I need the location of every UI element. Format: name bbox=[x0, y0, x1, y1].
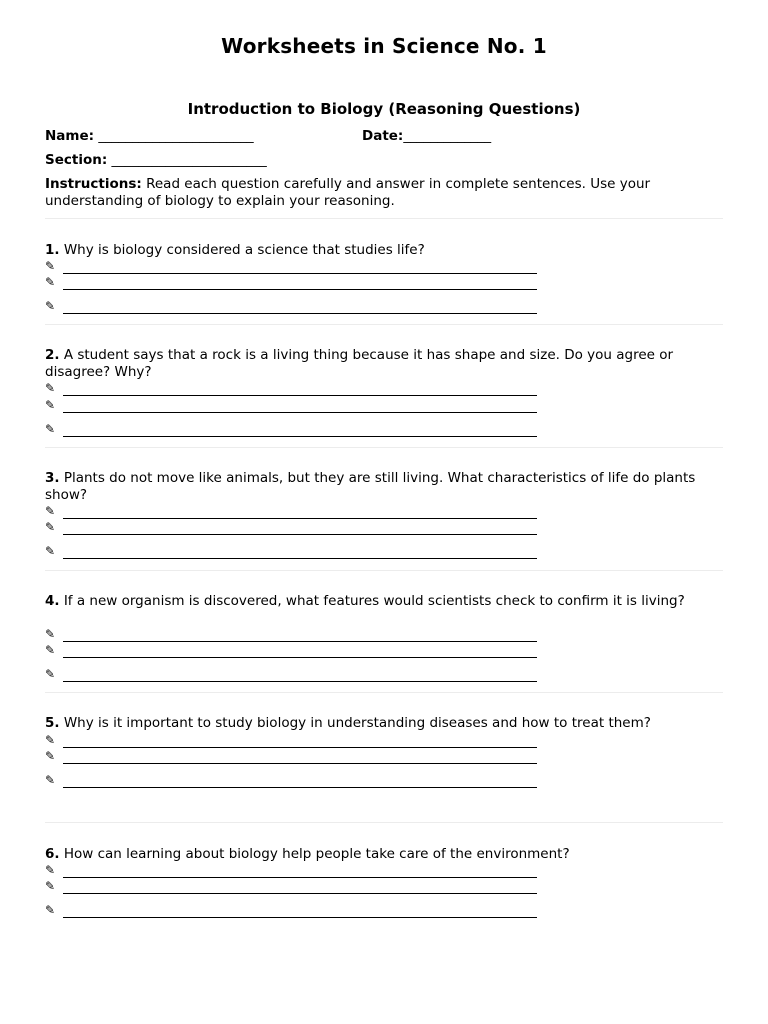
question-number: 5. bbox=[45, 715, 60, 731]
date-blank[interactable]: _____________ bbox=[403, 128, 492, 144]
answer-line[interactable] bbox=[45, 381, 545, 397]
question-number: 6. bbox=[45, 846, 60, 862]
section-blank[interactable]: _______________________ bbox=[111, 152, 267, 168]
name-field[interactable] bbox=[45, 128, 254, 144]
answer-line[interactable] bbox=[45, 903, 545, 919]
pencil-icon: ✎ bbox=[45, 903, 56, 917]
question-text: How can learning about biology help people take care of the environment? bbox=[63, 846, 570, 862]
answer-line[interactable] bbox=[45, 643, 545, 659]
question-text: A student says that a rock is a living thing because it has shape and size. Do you agree or disagree? Why? bbox=[45, 347, 674, 380]
answer-line[interactable] bbox=[45, 398, 545, 414]
pencil-icon: ✎ bbox=[45, 773, 56, 787]
question-text: Why is biology considered a science that studies life? bbox=[63, 242, 425, 258]
answer-line[interactable] bbox=[45, 520, 545, 536]
question-text: If a new organism is discovered, what features would scientists check to confirm it is living? bbox=[63, 593, 685, 609]
pencil-icon: ✎ bbox=[45, 422, 56, 436]
worksheet-subtitle: Introduction to Biology (Reasoning Questions) bbox=[187, 100, 581, 118]
divider bbox=[45, 218, 723, 219]
question-1 bbox=[45, 242, 735, 259]
pencil-icon: ✎ bbox=[45, 863, 56, 877]
instructions-text: Read each question carefully and answer in complete sentences. Use your understanding of biology to explain your reasoning. bbox=[45, 176, 651, 209]
answer-line[interactable] bbox=[45, 544, 545, 560]
section-label: Section: bbox=[45, 152, 108, 168]
answer-line[interactable] bbox=[45, 275, 545, 291]
answer-line[interactable] bbox=[45, 504, 545, 520]
pencil-icon: ✎ bbox=[45, 381, 56, 395]
pencil-icon: ✎ bbox=[45, 667, 56, 681]
question-number: 3. bbox=[45, 470, 60, 486]
pencil-icon: ✎ bbox=[45, 627, 56, 641]
question-5 bbox=[45, 715, 735, 732]
date-label: Date: bbox=[362, 128, 404, 144]
pencil-icon: ✎ bbox=[45, 643, 56, 657]
question-3 bbox=[45, 470, 735, 503]
divider bbox=[45, 822, 723, 823]
answer-line[interactable] bbox=[45, 733, 545, 749]
instructions bbox=[45, 176, 735, 209]
divider bbox=[45, 324, 723, 325]
instructions-label: Instructions: bbox=[45, 176, 142, 192]
question-number: 4. bbox=[45, 593, 60, 609]
question-2 bbox=[45, 347, 735, 380]
answer-line[interactable] bbox=[45, 749, 545, 765]
answer-line[interactable] bbox=[45, 863, 545, 879]
question-text: Why is it important to study biology in understanding diseases and how to treat them? bbox=[63, 715, 651, 731]
name-label: Name: bbox=[45, 128, 95, 144]
answer-line[interactable] bbox=[45, 627, 545, 643]
divider bbox=[45, 570, 723, 571]
pencil-icon: ✎ bbox=[45, 275, 56, 289]
question-6 bbox=[45, 846, 735, 863]
section-field[interactable] bbox=[45, 152, 267, 168]
question-number: 2. bbox=[45, 347, 60, 363]
answer-line[interactable] bbox=[45, 422, 545, 438]
pencil-icon: ✎ bbox=[45, 749, 56, 763]
answer-line[interactable] bbox=[45, 879, 545, 895]
pencil-icon: ✎ bbox=[45, 259, 56, 273]
answer-line[interactable] bbox=[45, 259, 545, 275]
answer-line[interactable] bbox=[45, 667, 545, 683]
answer-line[interactable] bbox=[45, 299, 545, 315]
divider bbox=[45, 447, 723, 448]
divider bbox=[45, 692, 723, 693]
pencil-icon: ✎ bbox=[45, 544, 56, 558]
date-field[interactable] bbox=[362, 128, 491, 144]
pencil-icon: ✎ bbox=[45, 520, 56, 534]
question-4 bbox=[45, 593, 735, 610]
pencil-icon: ✎ bbox=[45, 879, 56, 893]
question-number: 1. bbox=[45, 242, 60, 258]
pencil-icon: ✎ bbox=[45, 504, 56, 518]
question-text: Plants do not move like animals, but they are still living. What characteristics of life do plants show? bbox=[45, 470, 696, 503]
pencil-icon: ✎ bbox=[45, 299, 56, 313]
name-blank[interactable]: _______________________ bbox=[98, 128, 254, 144]
pencil-icon: ✎ bbox=[45, 398, 56, 412]
worksheet-title: Worksheets in Science No. 1 bbox=[221, 34, 547, 58]
answer-line[interactable] bbox=[45, 773, 545, 789]
pencil-icon: ✎ bbox=[45, 733, 56, 747]
